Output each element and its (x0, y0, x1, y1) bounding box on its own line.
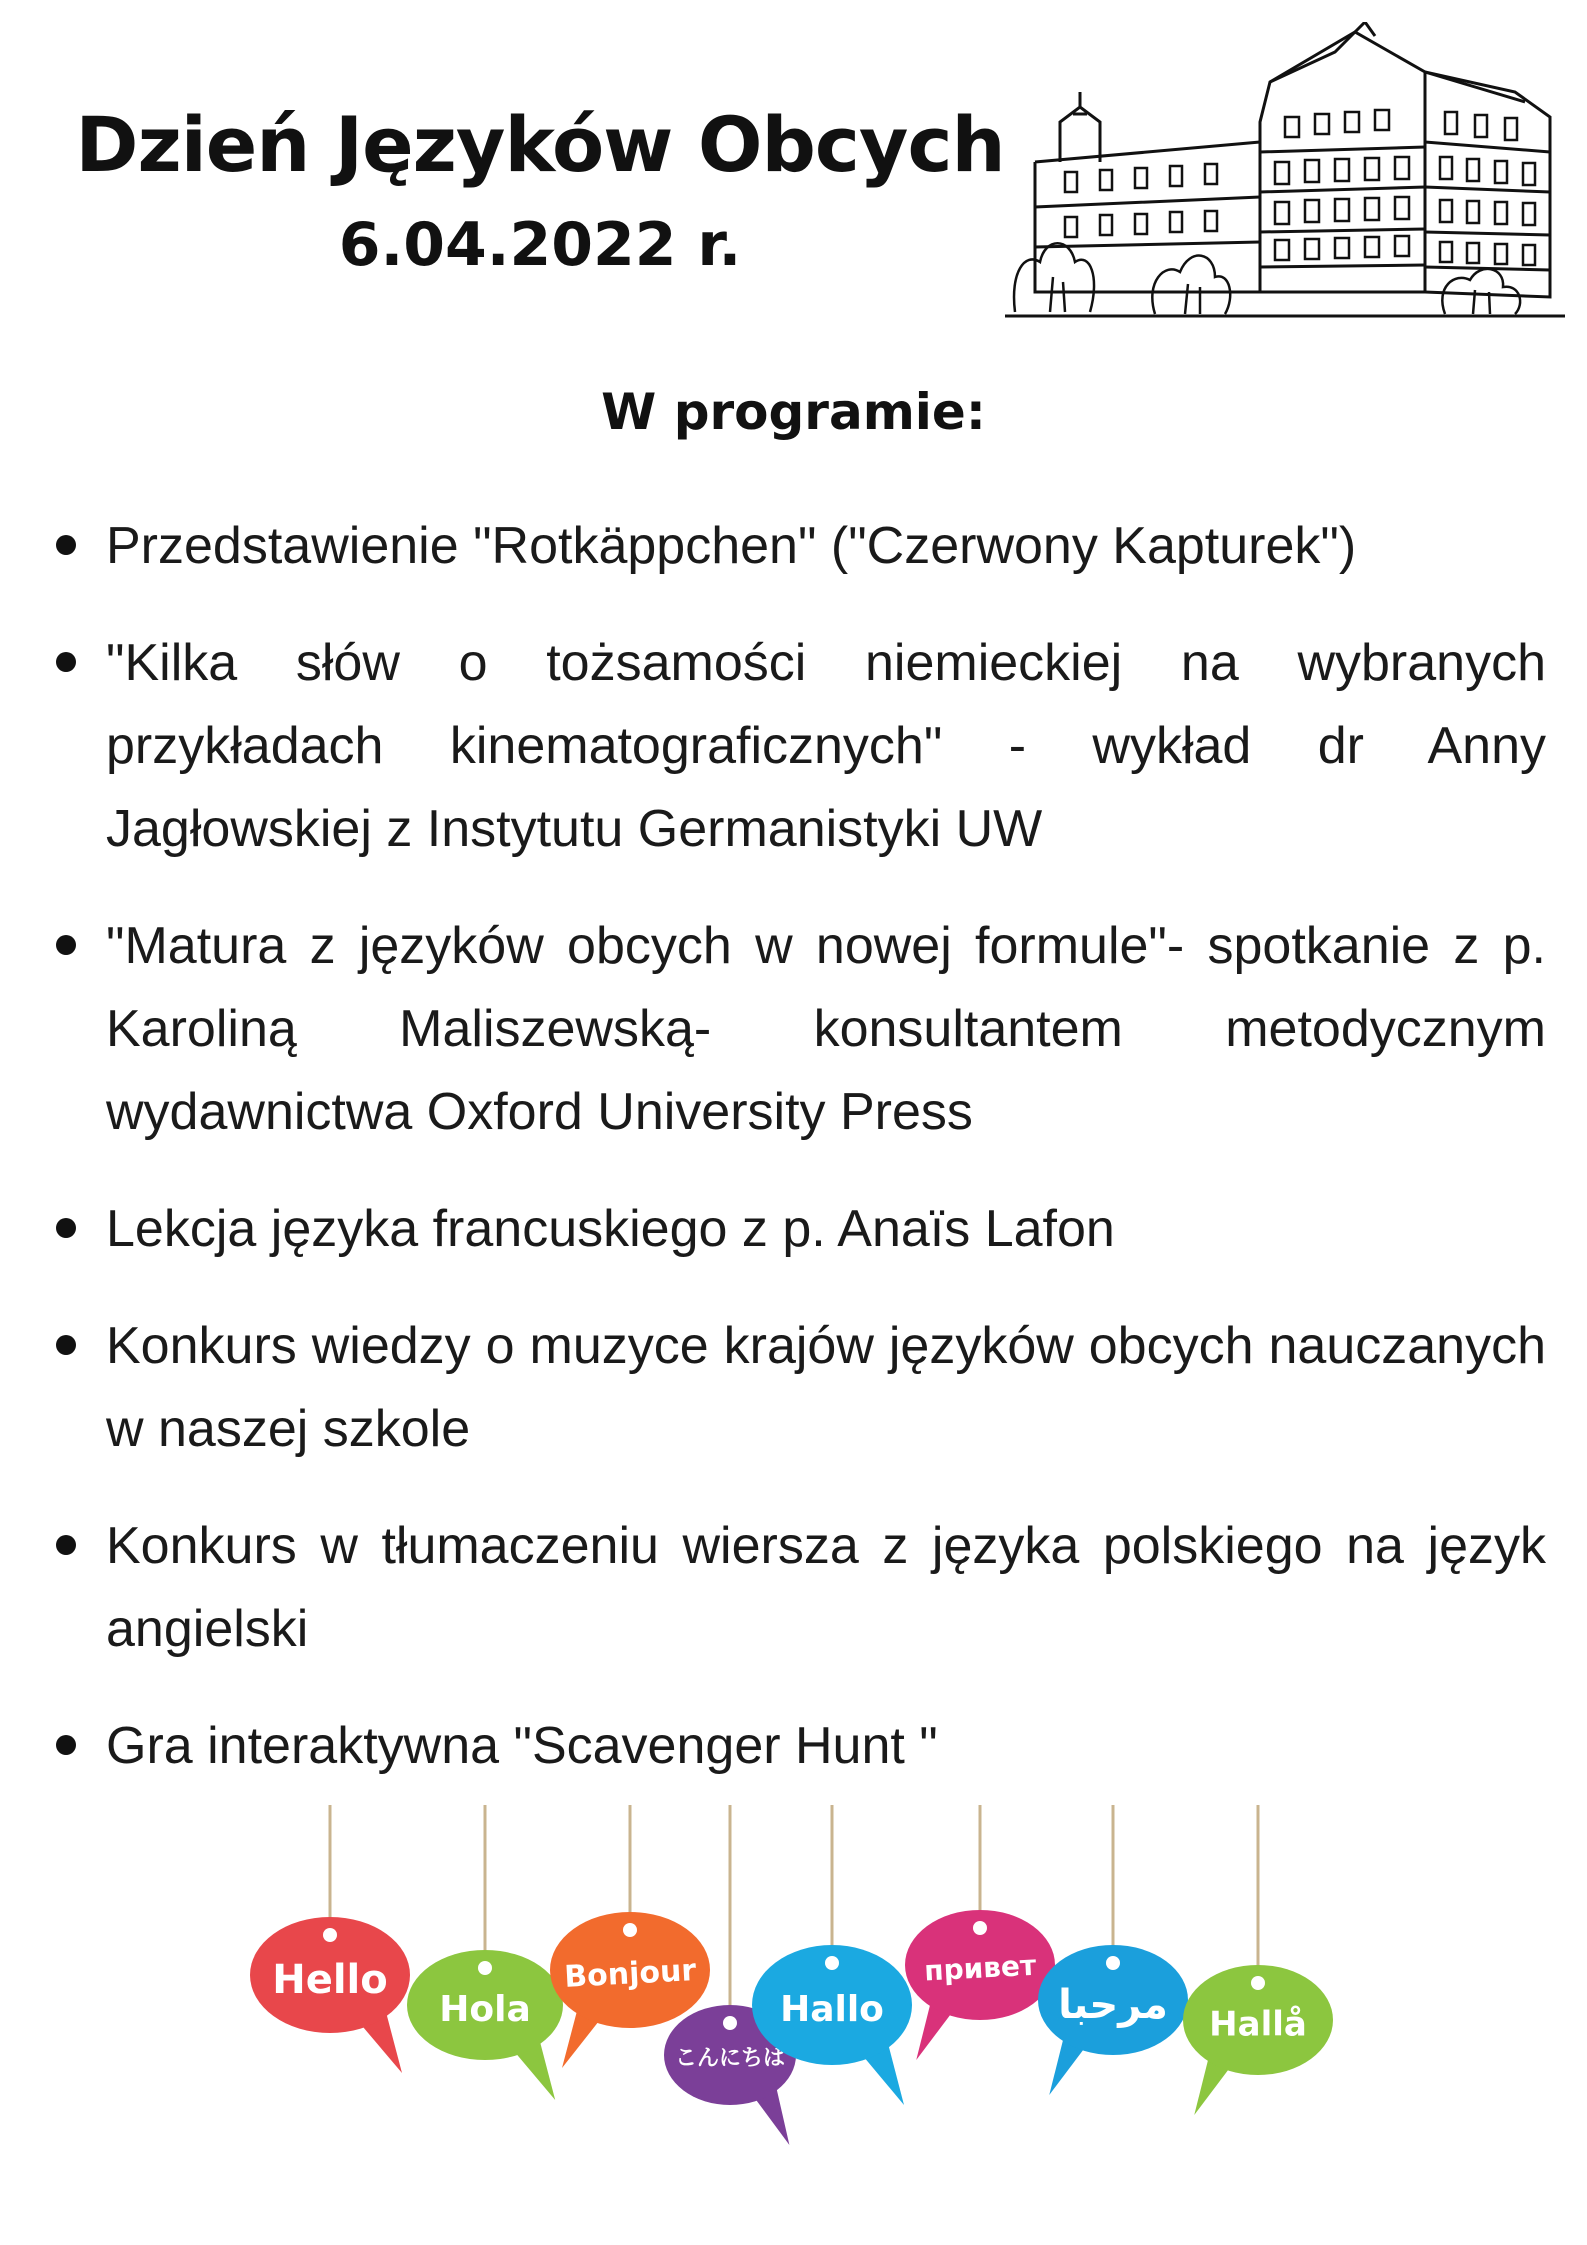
bubble-hole (723, 2016, 737, 2030)
bubble-hole (623, 1923, 637, 1937)
greeting-text: Hallå (1209, 2004, 1307, 2045)
list-item-text: Konkurs w tłumaczeniu wiersza z języka polskiego na język angielski (106, 1517, 1546, 1658)
greeting-text: مرحبا (1058, 1982, 1168, 2028)
list-item-text: "Matura z języków obcych w nowej formule"- spotkanie z p. Karoliną Maliszewską- konsultantem metodycznym wydawnictwa Oxford University Press (106, 917, 1546, 1141)
list-item (46, 905, 1546, 1154)
list-item-text: "Kilka słów o tożsamości niemieckiej na wybranych przykładach kinematograficznych" - wykład dr Anny Jagłowskiej z Instytutu Germanistyki UW (106, 634, 1546, 858)
greeting-bubble (250, 1805, 410, 2073)
greeting-bubble (1038, 1805, 1188, 2095)
program-list (46, 505, 1546, 1822)
bullet-icon (56, 652, 76, 672)
list-item (46, 505, 1546, 588)
bullet-icon (56, 535, 76, 555)
greeting-text: Hallo (780, 1989, 884, 2031)
greeting-bubbles (240, 1805, 1360, 2145)
event-date: 6.04.2022 r. (338, 210, 742, 280)
list-item-text: Przedstawienie "Rotkäppchen" ("Czerwony Kapturek") (106, 517, 1357, 575)
list-item (46, 1705, 1546, 1788)
bullet-icon (56, 935, 76, 955)
bullet-icon (56, 1335, 76, 1355)
bubble-hole (478, 1961, 492, 1975)
bubble-hole (1106, 1956, 1120, 1970)
bubble-hole (825, 1956, 839, 1970)
greeting-bubble (407, 1805, 563, 2100)
bullet-icon (56, 1735, 76, 1755)
list-item (46, 1505, 1546, 1671)
greeting-bubble (1183, 1805, 1333, 2115)
list-item-text: Konkurs wiedzy o muzyce krajów języków obcych nauczanych w naszej szkole (106, 1317, 1546, 1458)
school-building-sketch-icon (1005, 22, 1565, 320)
list-item (46, 622, 1546, 871)
bullet-icon (56, 1535, 76, 1555)
greeting-text: привет (923, 1948, 1037, 1988)
bubble-hole (1251, 1976, 1265, 1990)
greeting-bubble (905, 1805, 1055, 2060)
list-item-text: Lekcja języka francuskiego z p. Anaïs Lafon (106, 1200, 1115, 1258)
page-title: Dzień Języków Obcych (75, 100, 1005, 189)
greeting-text: こんにちは (674, 2045, 786, 2071)
list-item (46, 1305, 1546, 1471)
list-item (46, 1188, 1546, 1271)
bubble-hole (973, 1921, 987, 1935)
bubble-hole (323, 1928, 337, 1942)
greeting-text: Hola (439, 1989, 531, 2031)
greeting-text: Bonjour (563, 1953, 697, 1995)
list-item-text: Gra interaktywna "Scavenger Hunt " (106, 1717, 938, 1775)
greeting-text: Hello (272, 1957, 388, 2003)
program-heading: W programie: (601, 383, 986, 441)
bullet-icon (56, 1218, 76, 1238)
